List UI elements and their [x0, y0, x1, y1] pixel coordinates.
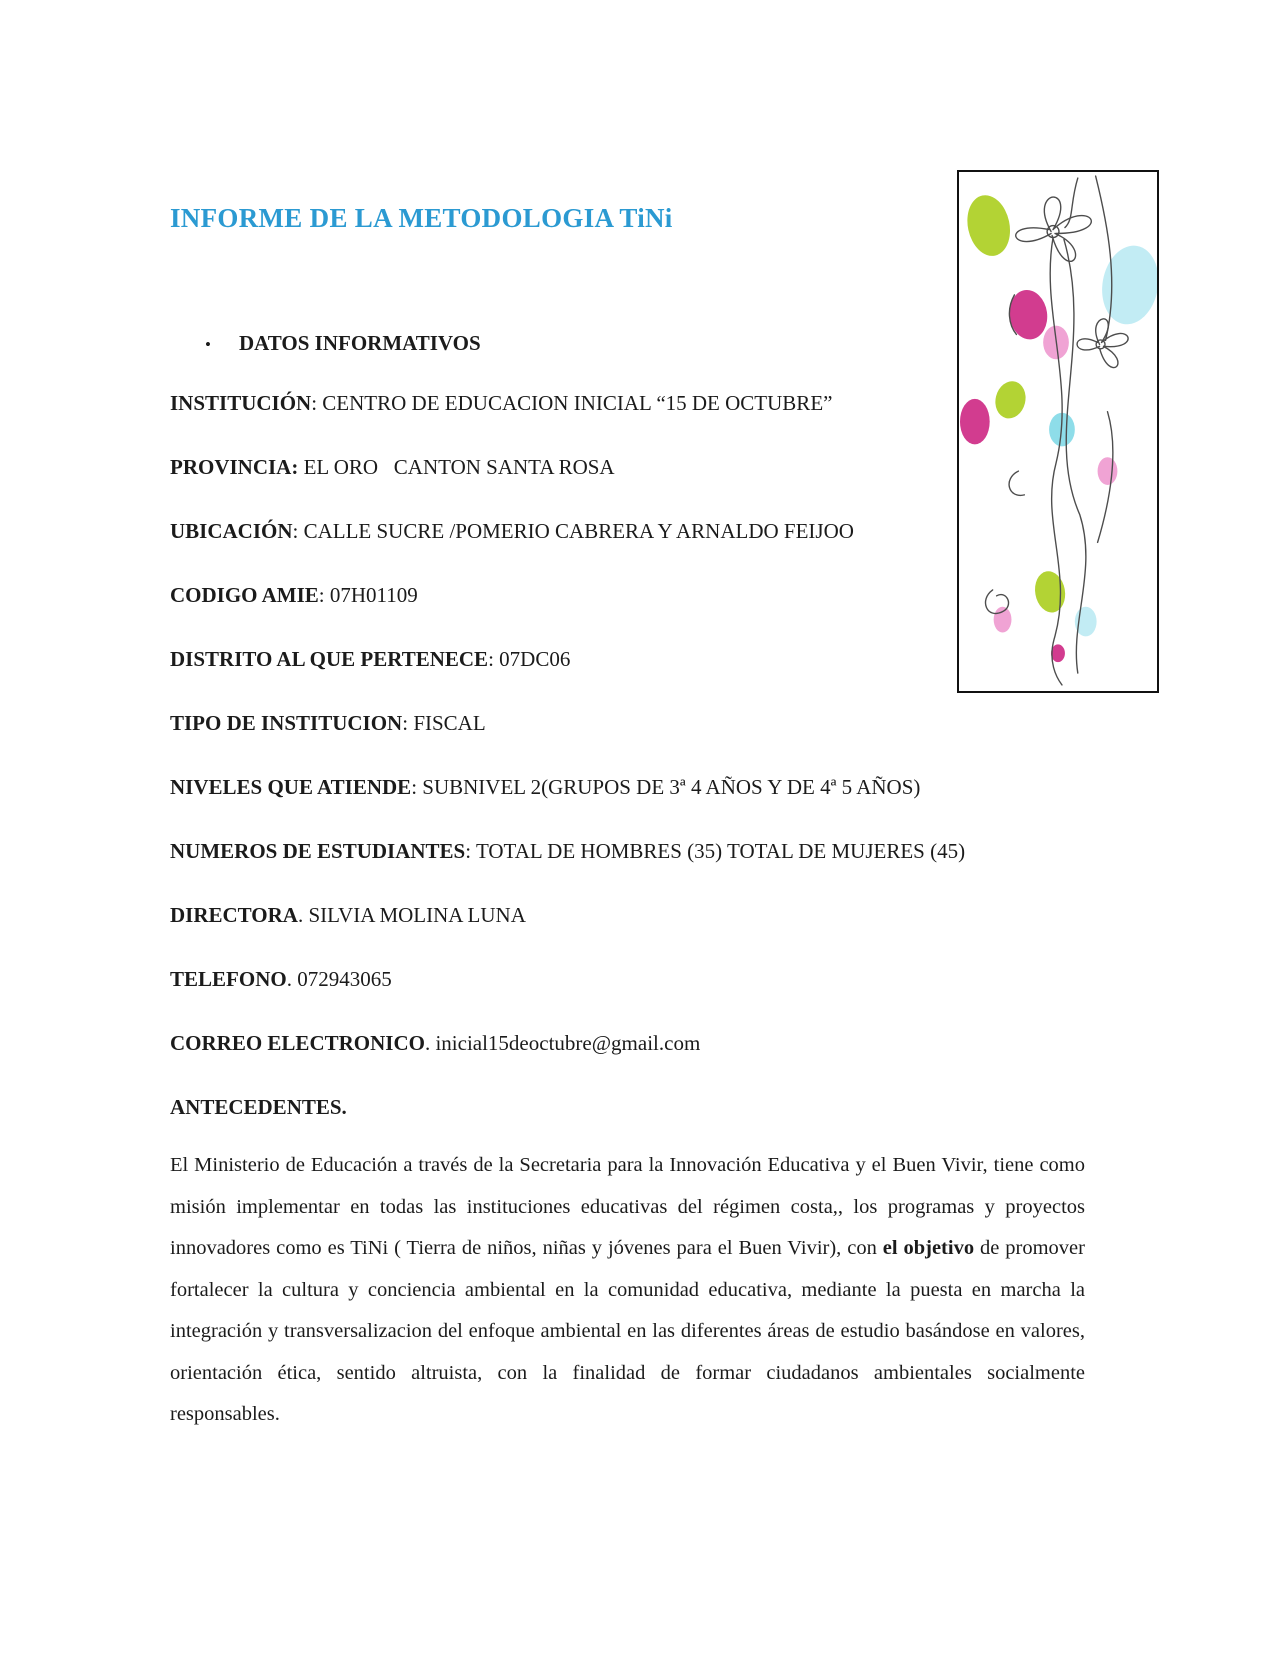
paragraph-bold-run: el objetivo: [882, 1237, 975, 1259]
field-label: NIVELES QUE ATIENDE: [170, 775, 412, 799]
field-value: : CENTRO DE EDUCACION INICIAL “15 DE OCTUBRE”: [311, 391, 833, 415]
field-label: INSTITUCIÓN: [170, 391, 312, 415]
field-label: PROVINCIA:: [170, 455, 299, 479]
field-value: : SUBNIVEL 2(GRUPOS DE 3ª 4 AÑOS Y DE 4ª 5 AÑOS): [411, 775, 921, 799]
bullet-icon: •: [205, 335, 211, 354]
info-field: [170, 774, 1165, 800]
field-label: CODIGO AMIE: [170, 583, 319, 607]
flower-doodle-graphic: [959, 172, 1157, 691]
field-value: EL ORO CANTON SANTA ROSA: [298, 455, 615, 479]
field-value: : 07H01109: [318, 583, 418, 607]
field-value: : FISCAL: [402, 711, 486, 735]
info-field: [170, 902, 1165, 928]
field-label: DIRECTORA: [170, 903, 298, 927]
field-value: . 072943065: [286, 967, 392, 991]
info-field: [170, 710, 1165, 736]
antecedentes-heading: ANTECEDENTES.: [170, 1095, 347, 1119]
antecedentes-paragraph: [170, 1145, 1085, 1436]
field-label: NUMEROS DE ESTUDIANTES: [170, 839, 466, 863]
field-value: : CALLE SUCRE /POMERIO CABRERA Y ARNALDO FEIJOO: [292, 519, 854, 543]
info-field: [170, 838, 1165, 864]
field-value: . SILVIA MOLINA LUNA: [297, 903, 526, 927]
clipart-frame: [957, 170, 1159, 693]
field-label: CORREO ELECTRONICO: [170, 1031, 425, 1055]
info-field: [170, 1030, 1165, 1056]
field-label: DISTRITO AL QUE PERTENECE: [170, 647, 489, 671]
page-title: INFORME DE LA METODOLOGIA TiNi: [170, 203, 673, 233]
field-value: . inicial15deoctubre@gmail.com: [424, 1031, 701, 1055]
paragraph-text-2: de promover fortalecer la cultura y conciencia ambiental en la comunidad educativa, mediante la puesta en marcha la integración y transversalizacion del enfoque ambiental en las diferentes áreas de estudio basándose en valores, orientación ética, sentido altruista, con la finalidad de formar ciudadanos ambientales socialmente responsables.: [170, 1237, 1085, 1425]
field-label: TELEFONO: [170, 967, 287, 991]
field-label: UBICACIÓN: [170, 519, 293, 543]
paragraph-text-1: El Ministerio de Educación a través de la Secretaria para la Innovación Educativa y el Buen Vivir, tiene como misión implementar en todas las instituciones educativas del régimen costa,, los programas y proyectos innovadores como es TiNi ( Tierra de niños, niñas y jóvenes para el Buen Vivir), con: [170, 1154, 1085, 1259]
field-value: : 07DC06: [488, 647, 571, 671]
info-field: [170, 966, 1165, 992]
field-value: : TOTAL DE HOMBRES (35) TOTAL DE MUJERES (45): [465, 839, 966, 863]
field-label: TIPO DE INSTITUCION: [170, 711, 403, 735]
list-item-label: DATOS INFORMATIVOS: [239, 331, 481, 355]
